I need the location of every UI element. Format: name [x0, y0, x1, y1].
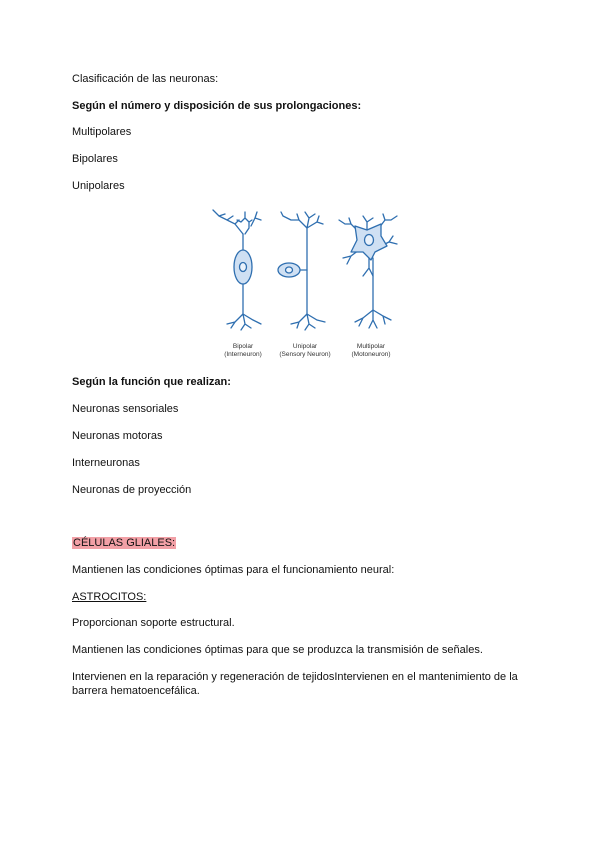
list-item: Neuronas motoras: [72, 430, 163, 442]
list-item: Multipolares: [72, 126, 132, 138]
section1-title: Según el número y disposición de sus prolongaciones:: [72, 100, 362, 112]
caption-multipolar: Multipolar: [356, 343, 386, 350]
list-item: Neuronas de proyección: [72, 484, 192, 496]
caption-unipolar-sub: (Sensory Neuron): [279, 351, 331, 358]
glial-title: CÉLULAS GLIALES:: [73, 537, 176, 549]
caption-bipolar: Bipolar: [232, 343, 254, 350]
list-item: Interneuronas: [72, 457, 140, 469]
astro-line: Proporcionan soporte estructural.: [72, 617, 235, 629]
glial-intro: Mantienen las condiciones óptimas para el funcionamiento neural:: [72, 564, 395, 576]
neuron-types-figure: [205, 206, 405, 362]
list-item: Unipolares: [72, 180, 125, 192]
glial-title-line: [72, 536, 176, 550]
list-item: Neuronas sensoriales: [72, 403, 179, 415]
list-item: Bipolares: [72, 153, 118, 165]
astro-line: Mantienen las condiciones óptimas para que se produzca la transmisión de señales.: [72, 644, 483, 656]
page-heading: Clasificación de las neuronas:: [72, 73, 219, 85]
astro-paragraph: Intervienen en la reparación y regeneración de tejidosIntervienen en el mantenimiento de la barrera hematoencefálica.: [72, 671, 518, 697]
caption-unipolar: Unipolar: [292, 343, 318, 350]
section2-title: Según la función que realizan:: [72, 376, 231, 388]
caption-bipolar-sub: (Interneuron): [224, 351, 262, 358]
astrocitos-title: ASTROCITOS:: [72, 591, 147, 603]
caption-multipolar-sub: (Motoneuron): [351, 351, 391, 358]
figure-captions: [224, 343, 390, 358]
